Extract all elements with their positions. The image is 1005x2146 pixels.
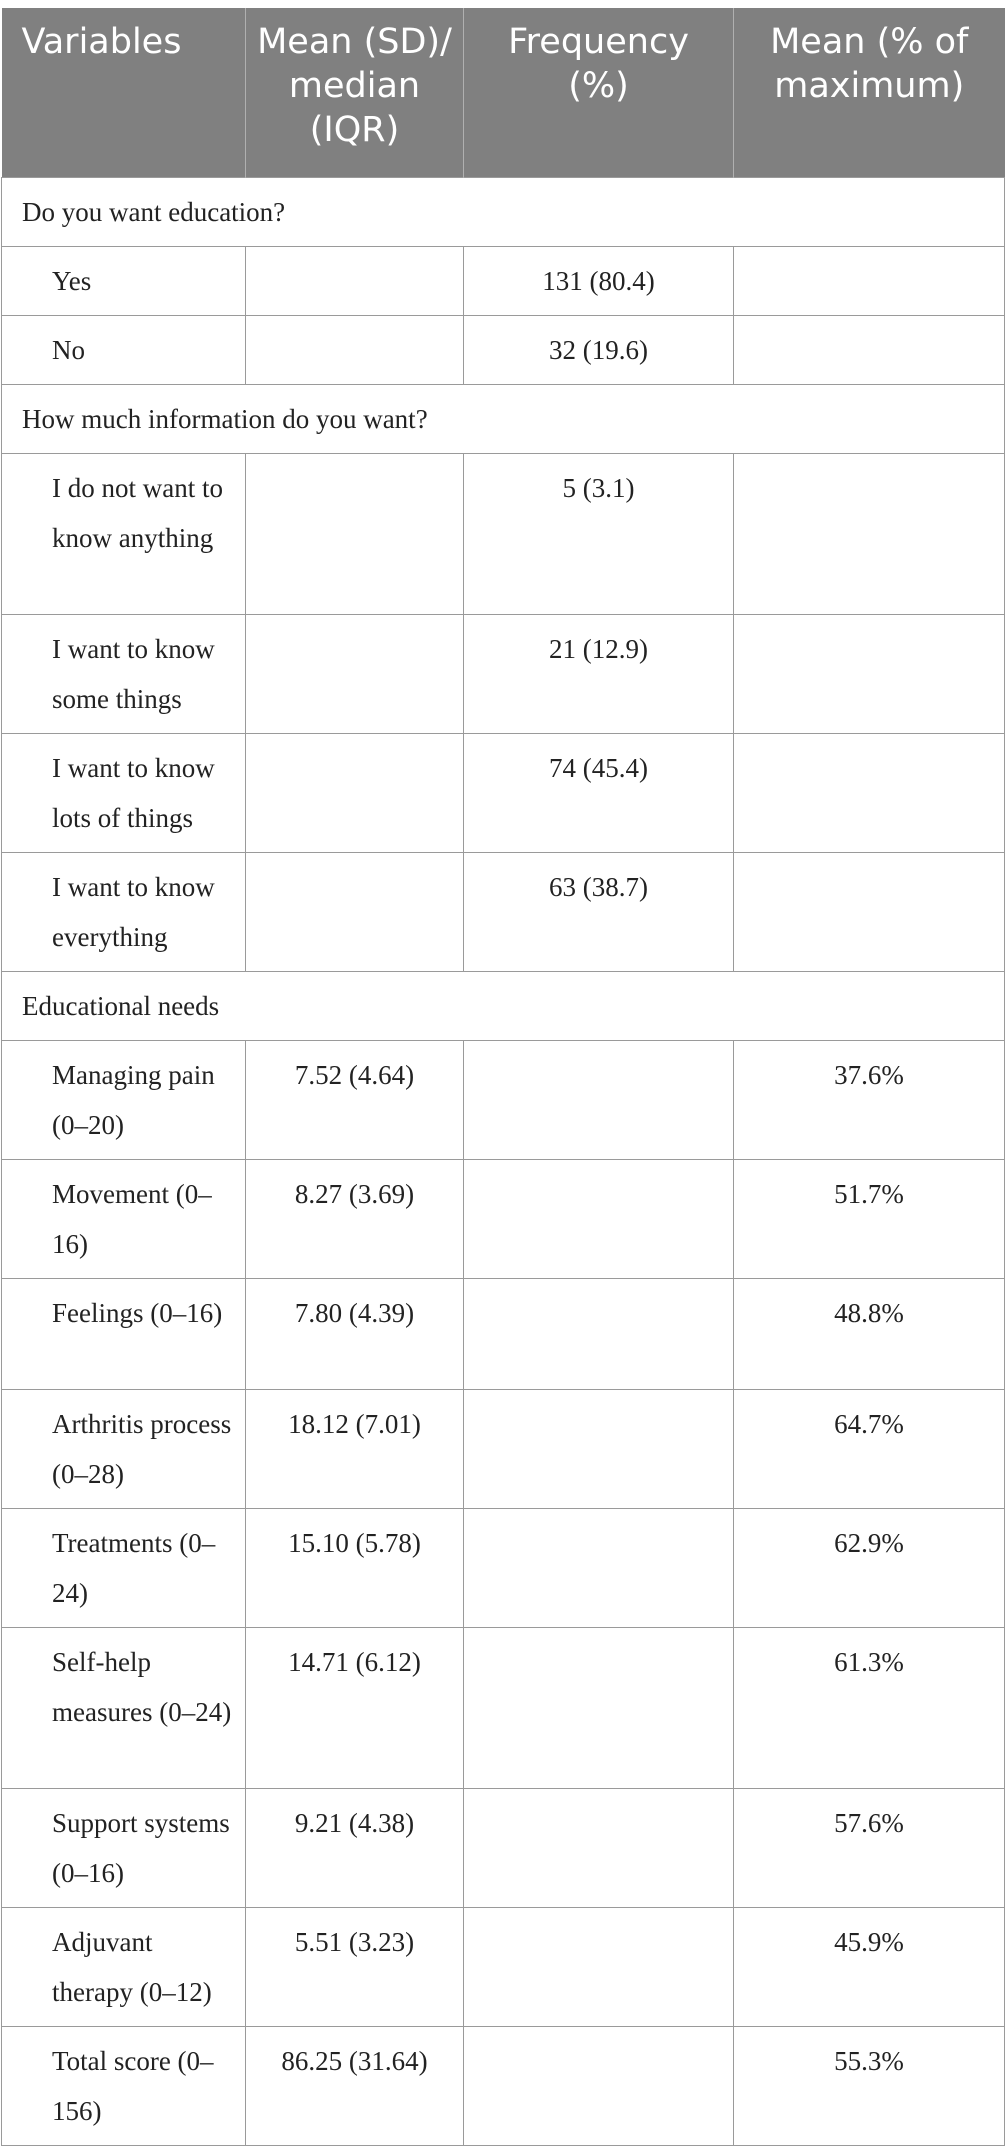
header-row [2, 8, 1005, 177]
data-table [1, 8, 1005, 2146]
row-mean: 7.52 (4.64) [246, 1040, 464, 1159]
row-mean [246, 614, 464, 733]
row-pct-max [734, 453, 1005, 614]
row-label: No [2, 315, 246, 384]
row-frequency [464, 1040, 734, 1159]
row-mean [246, 453, 464, 614]
row-mean: 8.27 (3.69) [246, 1159, 464, 1278]
table-row [2, 614, 1005, 733]
row-mean [246, 733, 464, 852]
row-pct-max [734, 315, 1005, 384]
row-label: I want to know everything [2, 852, 246, 971]
row-frequency [464, 1508, 734, 1627]
row-frequency: 32 (19.6) [464, 315, 734, 384]
row-frequency: 63 (38.7) [464, 852, 734, 971]
row-pct-max [734, 246, 1005, 315]
row-label: I do not want to know anything [2, 453, 246, 614]
table-row [2, 2026, 1005, 2145]
row-label: I want to know lots of things [2, 733, 246, 852]
table-row [2, 1040, 1005, 1159]
row-label: Self-help measures (0–24) [2, 1627, 246, 1788]
table-row [2, 1159, 1005, 1278]
row-frequency: 5 (3.1) [464, 453, 734, 614]
section-title: Educational needs [2, 971, 1005, 1040]
row-pct-max: 62.9% [734, 1508, 1005, 1627]
row-pct-max [734, 852, 1005, 971]
row-pct-max: 45.9% [734, 1907, 1005, 2026]
row-mean [246, 852, 464, 971]
header-mean-sd: Mean (SD)/ median (IQR) [246, 8, 464, 177]
row-mean: 86.25 (31.64) [246, 2026, 464, 2145]
row-frequency [464, 1278, 734, 1389]
table-row [2, 1508, 1005, 1627]
row-pct-max: 64.7% [734, 1389, 1005, 1508]
row-pct-max: 51.7% [734, 1159, 1005, 1278]
row-label: Support systems (0–16) [2, 1788, 246, 1907]
row-label: I want to know some things [2, 614, 246, 733]
header-mean-pct-max: Mean (% of maximum) [734, 8, 1005, 177]
section-row [2, 384, 1005, 453]
section-title: How much information do you want? [2, 384, 1005, 453]
table-row [2, 453, 1005, 614]
row-frequency: 74 (45.4) [464, 733, 734, 852]
row-mean: 5.51 (3.23) [246, 1907, 464, 2026]
section-row [2, 971, 1005, 1040]
row-mean: 18.12 (7.01) [246, 1389, 464, 1508]
section-row [2, 177, 1005, 246]
table-row [2, 733, 1005, 852]
table-row [2, 1389, 1005, 1508]
header-variables: Variables [2, 8, 246, 177]
row-mean [246, 315, 464, 384]
row-mean: 9.21 (4.38) [246, 1788, 464, 1907]
row-frequency [464, 1389, 734, 1508]
row-frequency [464, 1627, 734, 1788]
row-label: Movement (0–16) [2, 1159, 246, 1278]
row-pct-max: 48.8% [734, 1278, 1005, 1389]
table-row [2, 315, 1005, 384]
section-title: Do you want education? [2, 177, 1005, 246]
row-frequency [464, 1788, 734, 1907]
row-label: Feelings (0–16) [2, 1278, 246, 1389]
row-label: Yes [2, 246, 246, 315]
row-pct-max [734, 733, 1005, 852]
row-label: Treatments (0–24) [2, 1508, 246, 1627]
row-frequency: 21 (12.9) [464, 614, 734, 733]
row-pct-max [734, 614, 1005, 733]
row-mean: 14.71 (6.12) [246, 1627, 464, 1788]
table-row [2, 1907, 1005, 2026]
row-label: Adjuvant therapy (0–12) [2, 1907, 246, 2026]
table-row [2, 1788, 1005, 1907]
row-frequency: 131 (80.4) [464, 246, 734, 315]
row-mean: 15.10 (5.78) [246, 1508, 464, 1627]
row-label: Managing pain (0–20) [2, 1040, 246, 1159]
row-frequency [464, 1907, 734, 2026]
table-row [2, 852, 1005, 971]
table-row [2, 246, 1005, 315]
row-pct-max: 37.6% [734, 1040, 1005, 1159]
row-mean: 7.80 (4.39) [246, 1278, 464, 1389]
row-pct-max: 55.3% [734, 2026, 1005, 2145]
table-row [2, 1627, 1005, 1788]
table-row [2, 1278, 1005, 1389]
row-pct-max: 61.3% [734, 1627, 1005, 1788]
row-label: Arthritis process (0–28) [2, 1389, 246, 1508]
row-label: Total score (0–156) [2, 2026, 246, 2145]
row-frequency [464, 1159, 734, 1278]
row-mean [246, 246, 464, 315]
row-pct-max: 57.6% [734, 1788, 1005, 1907]
header-frequency: Frequency (%) [464, 8, 734, 177]
row-frequency [464, 2026, 734, 2145]
